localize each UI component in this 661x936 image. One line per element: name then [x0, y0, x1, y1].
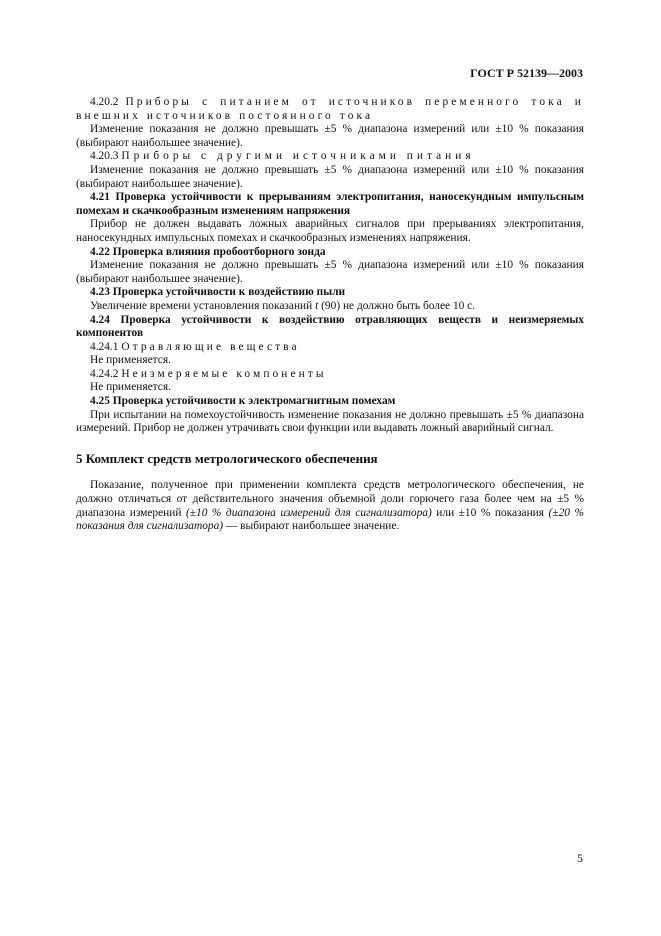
clause-text: Не применяется. — [90, 354, 171, 367]
clause-text: При испытании на помехоустойчивость изменение показания не должно превышать ±5 % диапазона измерений. Прибор не должен утрачивать свои функции или выдавать ложный аварийный сигнал. — [76, 408, 584, 435]
section-text — [76, 479, 584, 533]
clause-heading: 4.21 Проверка устойчивости к прерываниям электропитания, наносекундным импульсным помехам и скачкообразным изменениям напряжения — [76, 191, 584, 217]
clause-heading: 4.25 Проверка устойчивости к электромагнитным помехам — [90, 395, 396, 408]
clause-text: Прибор не должен выдавать ложных аварийных сигналов при прерываниях электропитания, наносекундных импульсных помехах и скачкообразных изменениях напряжения. — [76, 218, 584, 244]
document-id: ГОСТ Р 52139—2003 — [470, 66, 583, 80]
clause-text-part: (90) не должно быть более 10 с. — [318, 299, 476, 312]
clause-text: Изменение показания не должно превышать ±5 % диапазона измерений или ±10 % показания (выбирают наибольшее значение). — [76, 123, 584, 149]
page-number: 5 — [577, 851, 583, 865]
clause-text: Изменение показания не должно превышать ±5 % диапазона измерений или ±10 % показания (выбирают наибольшее значение). — [76, 259, 584, 285]
clause-title: Приборы с другими источниками питания — [121, 150, 475, 163]
clause-heading: 4.23 Проверка устойчивости к воздействию пыли — [90, 286, 346, 299]
clause-4-20-3 — [76, 150, 584, 164]
section-text-part: Показание, полученное при применении комплекта средств метрологического обеспечения, не должно отличаться от действительного значения объемной доли горючего газа более чем на ±5 % диапазона измерений — [76, 479, 584, 519]
clause-heading: 4.24 Проверка устойчивости к воздействию отравляющих веществ и неизмеряемых компонентов — [76, 313, 584, 340]
clause-text-part: Увеличение времени установления показаний — [90, 299, 316, 312]
clause-4-24-2 — [76, 368, 584, 382]
clause-number: 4.24.1 — [90, 340, 119, 353]
clause-number: 4.20.2 — [90, 96, 119, 108]
time-symbol: t — [315, 299, 319, 312]
section-text-part: — выбирают наибольшее значение. — [223, 520, 400, 533]
page-body — [76, 96, 584, 534]
clause-text: Изменение показания не должно превышать ±5 % диапазона измерений или ±10 % показания (выбирают наибольшее значение). — [76, 163, 584, 190]
clause-title: Приборы с питанием от источников переменного тока и внешних источников постоянного тока — [76, 96, 584, 122]
clause-4-20-2 — [76, 96, 584, 123]
clause-text — [76, 300, 584, 314]
section-text-italic: (±20 % показания для сигнализатора) — [76, 506, 584, 533]
clause-text: Не применяется. — [90, 381, 171, 394]
clause-4-24-1 — [76, 341, 584, 355]
clause-title: Отравляющие вещества — [121, 340, 300, 353]
clause-number: 4.24.2 — [90, 367, 119, 380]
clause-title: Неизмеряемые компоненты — [121, 367, 327, 380]
clause-number: 4.20.3 — [90, 150, 119, 163]
section-title: 5 Комплект средств метрологического обеспечения — [76, 450, 378, 466]
section-text-part: или ±10 % показания — [431, 506, 549, 519]
section-text-italic: (±10 % диапазона измерений для сигнализатора) — [185, 506, 432, 519]
clause-heading: 4.22 Проверка влияния пробоотборного зонда — [90, 245, 326, 258]
